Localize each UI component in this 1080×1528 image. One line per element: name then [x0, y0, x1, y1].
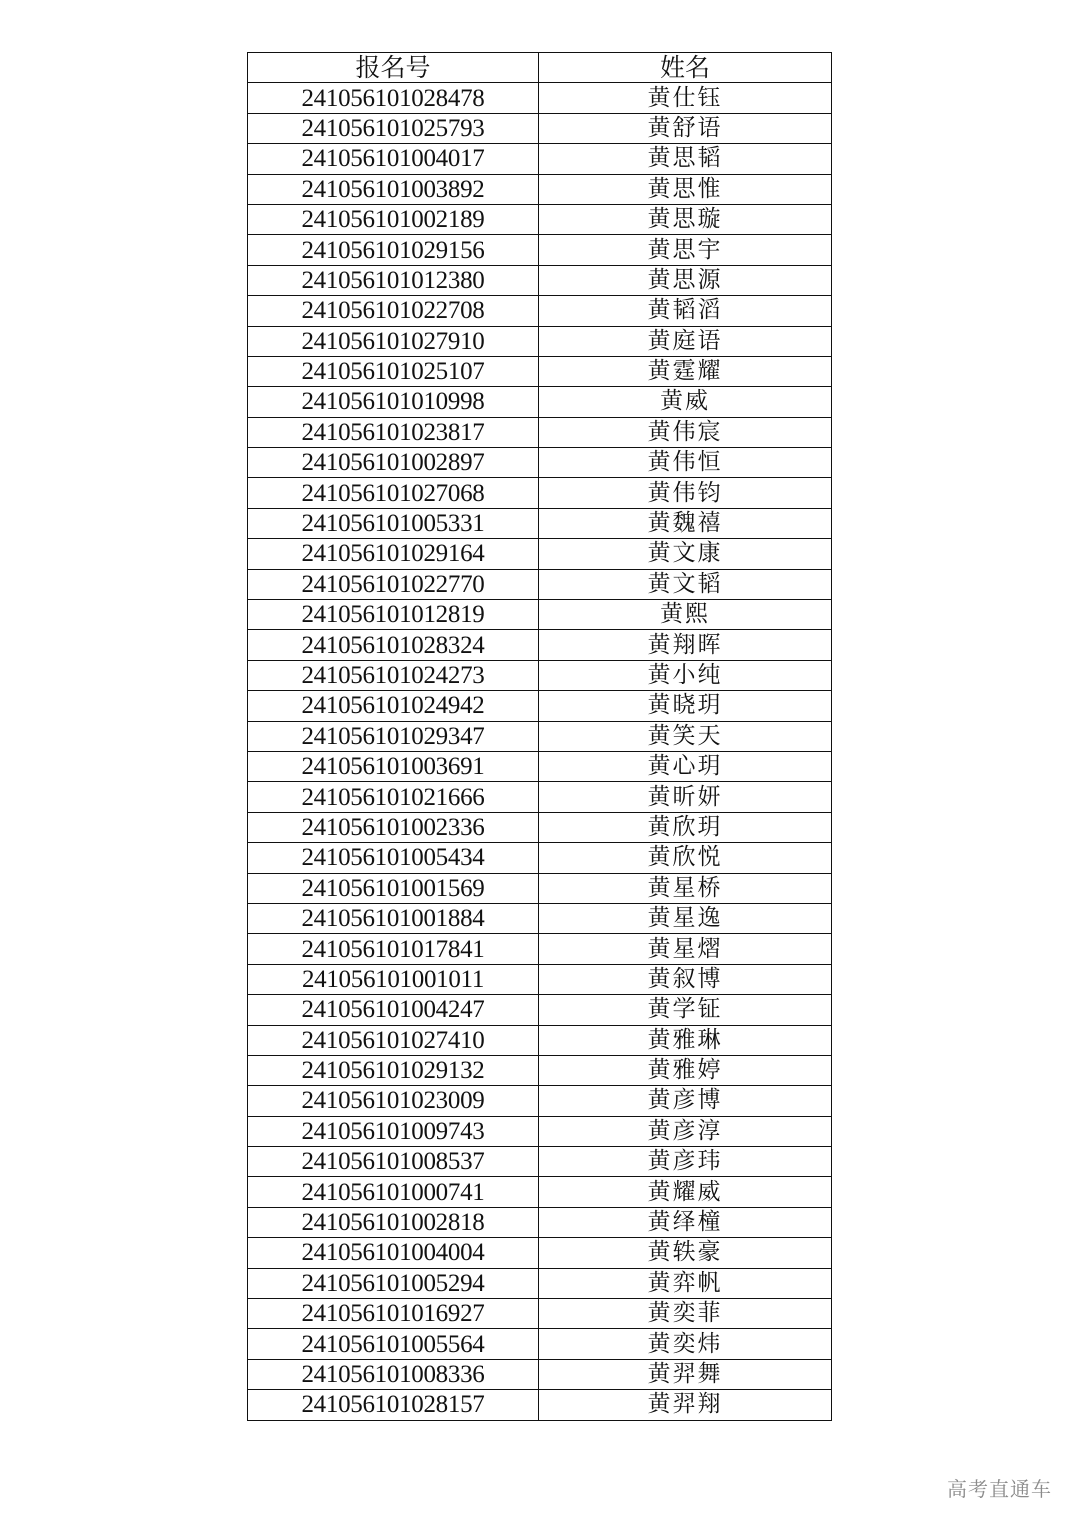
- student-name-cell: 黄庭语: [539, 326, 832, 356]
- registration-number-cell: 241056101025107: [248, 356, 539, 386]
- student-name-cell: 黄伟宸: [539, 417, 832, 447]
- table-row: [248, 83, 832, 113]
- student-name-cell: 黄昕妍: [539, 782, 832, 812]
- table-body: [248, 83, 832, 1420]
- roster-table-container: [247, 52, 831, 1421]
- student-name-cell: 黄轶豪: [539, 1238, 832, 1268]
- table-row: [248, 1359, 832, 1389]
- student-name-cell: 黄思惟: [539, 174, 832, 204]
- registration-number-cell: 241056101003691: [248, 751, 539, 781]
- table-row: [248, 812, 832, 842]
- registration-number-cell: 241056101012380: [248, 265, 539, 295]
- registration-number-cell: 241056101029132: [248, 1055, 539, 1085]
- registration-number-cell: 241056101016927: [248, 1299, 539, 1329]
- student-name-cell: 黄心玥: [539, 751, 832, 781]
- student-name-cell: 黄雅琳: [539, 1025, 832, 1055]
- student-name-cell: 黄思源: [539, 265, 832, 295]
- header-registration-number: 报名号: [248, 53, 539, 83]
- header-name: 姓名: [539, 53, 832, 83]
- table-row: [248, 1025, 832, 1055]
- registration-number-cell: 241056101005331: [248, 508, 539, 538]
- student-name-cell: 黄熙: [539, 600, 832, 630]
- table-row: [248, 508, 832, 538]
- table-row: [248, 600, 832, 630]
- roster-table: [247, 52, 832, 1421]
- registration-number-cell: 241056101001569: [248, 873, 539, 903]
- registration-number-cell: 241056101029347: [248, 721, 539, 751]
- student-name-cell: 黄羿翔: [539, 1390, 832, 1420]
- header-row: [248, 53, 832, 83]
- table-row: [248, 1268, 832, 1298]
- registration-number-cell: 241056101003892: [248, 174, 539, 204]
- student-name-cell: 黄文韬: [539, 569, 832, 599]
- table-row: [248, 843, 832, 873]
- registration-number-cell: 241056101027410: [248, 1025, 539, 1055]
- student-name-cell: 黄思璇: [539, 204, 832, 234]
- table-row: [248, 417, 832, 447]
- student-name-cell: 黄星桥: [539, 873, 832, 903]
- table-row: [248, 539, 832, 569]
- table-row: [248, 751, 832, 781]
- table-row: [248, 1390, 832, 1420]
- registration-number-cell: 241056101002189: [248, 204, 539, 234]
- registration-number-cell: 241056101022770: [248, 569, 539, 599]
- table-row: [248, 782, 832, 812]
- table-row: [248, 995, 832, 1025]
- table-row: [248, 1299, 832, 1329]
- registration-number-cell: 241056101001011: [248, 964, 539, 994]
- registration-number-cell: 241056101005434: [248, 843, 539, 873]
- table-row: [248, 113, 832, 143]
- student-name-cell: 黄羿舞: [539, 1359, 832, 1389]
- registration-number-cell: 241056101029156: [248, 235, 539, 265]
- student-name-cell: 黄舒语: [539, 113, 832, 143]
- table-header: [248, 53, 832, 83]
- student-name-cell: 黄星熠: [539, 934, 832, 964]
- student-name-cell: 黄仕钰: [539, 83, 832, 113]
- registration-number-cell: 241056101002897: [248, 448, 539, 478]
- table-row: [248, 356, 832, 386]
- student-name-cell: 黄欣玥: [539, 812, 832, 842]
- table-row: [248, 144, 832, 174]
- registration-number-cell: 241056101028478: [248, 83, 539, 113]
- registration-number-cell: 241056101022708: [248, 296, 539, 326]
- table-row: [248, 721, 832, 751]
- student-name-cell: 黄威: [539, 387, 832, 417]
- student-name-cell: 黄弈帆: [539, 1268, 832, 1298]
- table-row: [248, 448, 832, 478]
- table-row: [248, 174, 832, 204]
- student-name-cell: 黄奕炜: [539, 1329, 832, 1359]
- student-name-cell: 黄思韬: [539, 144, 832, 174]
- table-row: [248, 873, 832, 903]
- student-name-cell: 黄彦淳: [539, 1116, 832, 1146]
- registration-number-cell: 241056101008336: [248, 1359, 539, 1389]
- registration-number-cell: 241056101004247: [248, 995, 539, 1025]
- student-name-cell: 黄雅婷: [539, 1055, 832, 1085]
- watermark-text: 高考直通车: [947, 1477, 1052, 1501]
- registration-number-cell: 241056101023009: [248, 1086, 539, 1116]
- student-name-cell: 黄思宇: [539, 235, 832, 265]
- table-row: [248, 660, 832, 690]
- student-name-cell: 黄耀威: [539, 1177, 832, 1207]
- registration-number-cell: 241056101002818: [248, 1207, 539, 1237]
- registration-number-cell: 241056101008537: [248, 1147, 539, 1177]
- student-name-cell: 黄翔晖: [539, 630, 832, 660]
- student-name-cell: 黄绎橦: [539, 1207, 832, 1237]
- registration-number-cell: 241056101005294: [248, 1268, 539, 1298]
- table-row: [248, 204, 832, 234]
- registration-number-cell: 241056101024273: [248, 660, 539, 690]
- student-name-cell: 黄彦玮: [539, 1147, 832, 1177]
- registration-number-cell: 241056101005564: [248, 1329, 539, 1359]
- student-name-cell: 黄魏禧: [539, 508, 832, 538]
- registration-number-cell: 241056101024942: [248, 691, 539, 721]
- table-row: [248, 1116, 832, 1146]
- table-row: [248, 934, 832, 964]
- registration-number-cell: 241056101001884: [248, 903, 539, 933]
- student-name-cell: 黄学钲: [539, 995, 832, 1025]
- registration-number-cell: 241056101029164: [248, 539, 539, 569]
- student-name-cell: 黄奕菲: [539, 1299, 832, 1329]
- registration-number-cell: 241056101021666: [248, 782, 539, 812]
- table-row: [248, 235, 832, 265]
- registration-number-cell: 241056101012819: [248, 600, 539, 630]
- table-row: [248, 1086, 832, 1116]
- registration-number-cell: 241056101027910: [248, 326, 539, 356]
- table-row: [248, 630, 832, 660]
- registration-number-cell: 241056101027068: [248, 478, 539, 508]
- table-row: [248, 691, 832, 721]
- registration-number-cell: 241056101004017: [248, 144, 539, 174]
- student-name-cell: 黄晓玥: [539, 691, 832, 721]
- table-row: [248, 903, 832, 933]
- table-row: [248, 326, 832, 356]
- student-name-cell: 黄伟钧: [539, 478, 832, 508]
- registration-number-cell: 241056101004004: [248, 1238, 539, 1268]
- table-row: [248, 265, 832, 295]
- table-row: [248, 964, 832, 994]
- table-row: [248, 387, 832, 417]
- table-row: [248, 478, 832, 508]
- student-name-cell: 黄文康: [539, 539, 832, 569]
- student-name-cell: 黄叙博: [539, 964, 832, 994]
- student-name-cell: 黄韬滔: [539, 296, 832, 326]
- table-row: [248, 569, 832, 599]
- table-row: [248, 1177, 832, 1207]
- student-name-cell: 黄欣悦: [539, 843, 832, 873]
- registration-number-cell: 241056101028324: [248, 630, 539, 660]
- table-row: [248, 1147, 832, 1177]
- student-name-cell: 黄彦博: [539, 1086, 832, 1116]
- student-name-cell: 黄霆耀: [539, 356, 832, 386]
- table-row: [248, 1329, 832, 1359]
- table-row: [248, 1055, 832, 1085]
- registration-number-cell: 241056101025793: [248, 113, 539, 143]
- table-row: [248, 1238, 832, 1268]
- registration-number-cell: 241056101009743: [248, 1116, 539, 1146]
- registration-number-cell: 241056101023817: [248, 417, 539, 447]
- student-name-cell: 黄伟恒: [539, 448, 832, 478]
- table-row: [248, 296, 832, 326]
- student-name-cell: 黄星逸: [539, 903, 832, 933]
- registration-number-cell: 241056101000741: [248, 1177, 539, 1207]
- registration-number-cell: 241056101017841: [248, 934, 539, 964]
- student-name-cell: 黄笑天: [539, 721, 832, 751]
- table-row: [248, 1207, 832, 1237]
- student-name-cell: 黄小纯: [539, 660, 832, 690]
- registration-number-cell: 241056101010998: [248, 387, 539, 417]
- registration-number-cell: 241056101002336: [248, 812, 539, 842]
- registration-number-cell: 241056101028157: [248, 1390, 539, 1420]
